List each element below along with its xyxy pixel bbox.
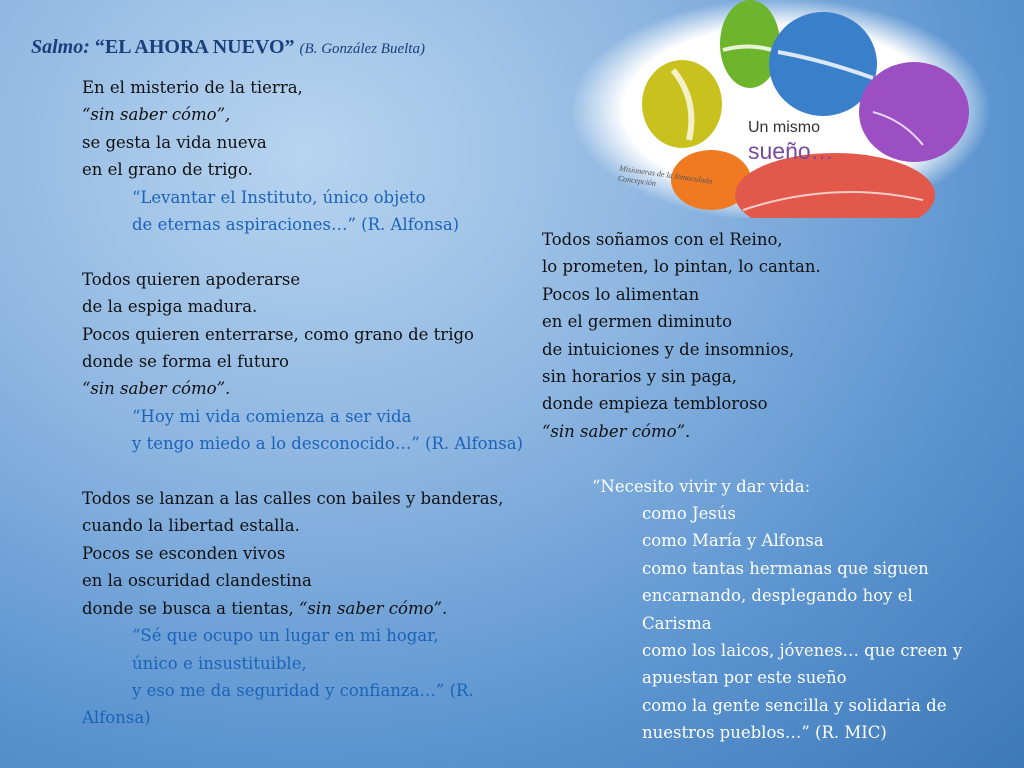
poem-line: “sin saber cómo”. bbox=[82, 379, 231, 399]
quote-line: único e insustituible, bbox=[132, 653, 307, 673]
title-label: Salmo: bbox=[31, 36, 90, 58]
poem-line: En el misterio de la tierra, bbox=[82, 78, 303, 97]
poem-line: en el grano de trigo. bbox=[82, 160, 253, 180]
poem-line: se gesta la vida nueva bbox=[82, 132, 267, 152]
poem-line: de intuiciones y de insomnios, bbox=[542, 339, 795, 359]
quote-line: Alfonsa) bbox=[82, 708, 151, 728]
poem-line: Todos se lanzan a las calles con bailes y banderas, bbox=[82, 489, 504, 509]
yellow-stone bbox=[642, 60, 722, 148]
psalm-title bbox=[31, 36, 425, 59]
quote-line: “Hoy mi vida comienza a ser vida bbox=[132, 406, 412, 426]
quote-line: como Jesús bbox=[642, 504, 736, 524]
quote-line: apuestan por este sueño bbox=[642, 668, 847, 688]
quote-line: nuestros pueblos…” (R. MIC) bbox=[642, 723, 887, 743]
quote-line: y tengo miedo a lo desconocido…” (R. Alfonsa) bbox=[132, 434, 523, 454]
poem-line: en la oscuridad clandestina bbox=[82, 571, 312, 591]
title-author: (B. González Buelta) bbox=[299, 41, 425, 57]
poem-line: lo prometen, lo pintan, lo cantan. bbox=[542, 257, 821, 277]
poem-line: donde se forma el futuro bbox=[82, 352, 289, 372]
quote-line: como tantas hermanas que siguen bbox=[642, 558, 929, 578]
quote-line: “Necesito vivir y dar vida: bbox=[592, 476, 811, 496]
poem-line-start: donde se busca a tientas, bbox=[82, 598, 299, 618]
poem-line bbox=[82, 595, 523, 622]
logo-line2: sueño… bbox=[748, 138, 834, 164]
logo-org: Misioneras de la Inmaculada Concepción bbox=[617, 163, 714, 188]
quote-line: como María y Alfonsa bbox=[642, 531, 824, 551]
quote-line: y eso me da seguridad y confianza…” (R. bbox=[132, 680, 474, 700]
poem-line: cuando la libertad estalla. bbox=[82, 516, 300, 536]
poem-line: sin horarios y sin paga, bbox=[542, 367, 737, 387]
poem-line: Pocos quieren enterrarse, como grano de trigo bbox=[82, 324, 474, 344]
poem-line: “sin saber cómo”, bbox=[82, 105, 231, 125]
poem-line: “sin saber cómo”. bbox=[542, 421, 691, 441]
quote-line: de eternas aspiraciones…” (R. Alfonsa) bbox=[132, 215, 460, 235]
quote-line: como los laicos, jóvenes… que creen y bbox=[642, 641, 963, 661]
poem-line: de la espiga madura. bbox=[82, 297, 258, 317]
poem-line: Todos quieren apoderarse bbox=[82, 269, 301, 289]
poem-line-italic: “sin saber cómo”. bbox=[298, 598, 448, 618]
right-column bbox=[542, 226, 962, 747]
title-main: “EL AHORA NUEVO” bbox=[94, 36, 295, 58]
poem-line: Pocos lo alimentan bbox=[542, 284, 700, 304]
poem-line: Pocos se esconden vivos bbox=[82, 543, 286, 563]
poem-line: Todos soñamos con el Reino, bbox=[542, 230, 783, 249]
quote-line: “Sé que ocupo un lugar en mi hogar, bbox=[132, 626, 439, 646]
quote-line: como la gente sencilla y solidaria de bbox=[642, 695, 947, 715]
quote-line: encarnando, desplegando hoy el bbox=[642, 586, 913, 606]
poem-line: en el germen diminuto bbox=[542, 312, 732, 332]
poem-line: donde empieza tembloroso bbox=[542, 394, 768, 414]
quote-line: Carisma bbox=[642, 613, 712, 633]
logo-line1: Un mismo bbox=[748, 119, 821, 136]
left-column bbox=[82, 74, 523, 732]
quote-line: “Levantar el Instituto, único objeto bbox=[132, 187, 426, 207]
